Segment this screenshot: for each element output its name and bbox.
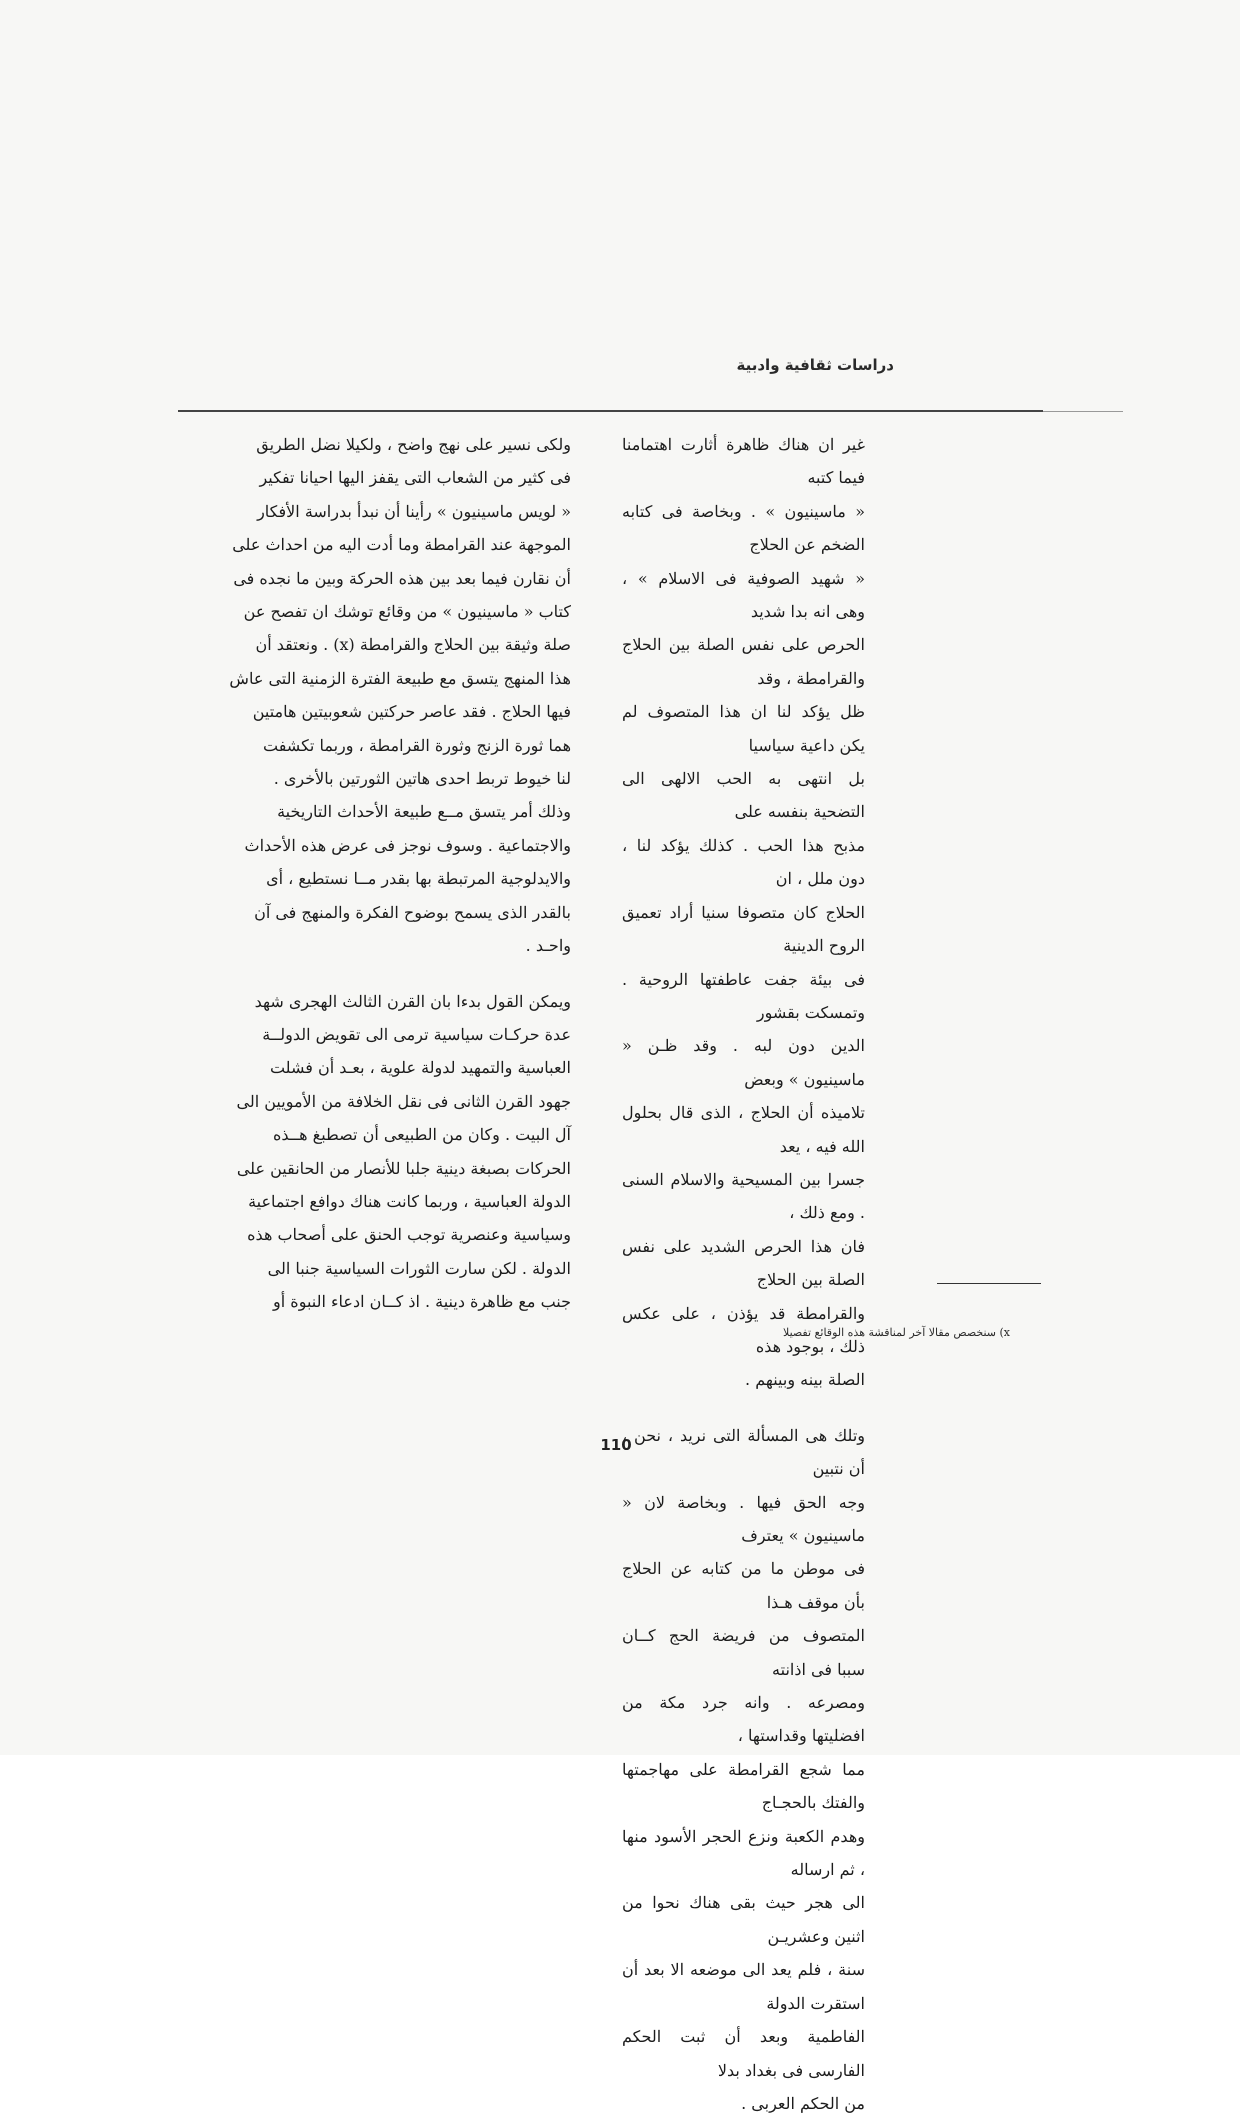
- paragraph: وتلك هى المسألة التى نريد ، نحن ، أن نتبين وجه الحق فيها . وبخاصة لان « ماسينيون » يعترف فى موطن ما من كتابه عن الحلاج بأن موقف هـذا المتصوف من فريضة الحج كــان سببا فى اذانته ومصرعه . وانه جرد مكة من افضليتها وقداستها ، مما شجع القرامطة على مهاجمتها والفتك بالحجـاج وهدم الكعبة ونزع الحجر الأسود منها ، ثم ارساله الى هجر حيث بقى هناك نحوا من اثنين وعشريـن سنة ، فلم يعد الى موضعه الا بعد أن استقرت الدولة الفاطمية وبعد أن ثبت الحكم الفارسى فى بغداد بدلا من الحكم العربى .: [622, 1425, 865, 2113]
- page-number: 110: [600, 1436, 632, 1454]
- paragraph: ولكى نسير على نهج واضح ، ولكيلا نضل الطريق فى كثير من الشعاب التى يقفز اليها احيانا تفكير « لويس ماسينيون » رأينا أن نبدأ بدراسة الأفكار الموجهة عند القرامطة وما أدت اليه من احداث على أن نقارن فيما بعد بين هذه الحركة وبين ما نجده فى كتاب « ماسينيون » من وقائع توشك ان تفصح عن صلة وثيقة بين الحلاج والقرامطة (x) . ونعتقد أن هذا المنهج يتسق مع طبيعة الفترة الزمنية التى عاش فيها الحلاج . فقد عاصر حركتين شعوبيتين هامتين هما ثورة الزنج وثورة القرامطة ، وربما تكشفت لنا خيوط تربط احدى هاتين الثورتين بالأخرى . وذلك أمر يتسق مــع طبيعة الأحداث التاريخية والاجتماعية . وسوف نوجز فى عرض هذه الأحداث والايدلوجية المرتبطة بها بقدر مــا نستطيع ، أى بالقدر الذى يسمح بوضوح الفكرة والمنهج فى آن واحـد .: [229, 435, 571, 956]
- paragraph: غير ان هناك ظاهرة أثارت اهتمامنا فيما كتبه « ماسينيون » . وبخاصة فى كتابه الضخم عن الحلاج « شهيد الصوفية فى الاسلام » ، وهى انه بدا شديد الحرص على نفس الصلة بين الحلاج والقرامطة ، وقد ظل يؤكد لنا ان هذا المتصوف لم يكن داعية سياسيا بل انتهى به الحب الالهى الى التضحية بنفسه على مذبح هذا الحب . كذلك يؤكد لنا ، دون ملل ، ان الحلاج كان متصوفا سنيا أراد تعميق الروح الدينية فى بيئة جفت عاطفتها الروحية . وتمسكت بقشور الدين دون لبه . وقد ظـن « ماسينيون » وبعض تلاميذه أن الحلاج ، الذى قال بحلول الله فيه ، يعد جسرا بين المسيحية والاسلام السنى . ومع ذلك ، فان هذا الحرص الشديد على نفس الصلة بين الحلاج والقرامطة قد يؤذن ، على عكس ذلك ، بوجود هذه الصلة بينه وبينهم .: [622, 435, 865, 1390]
- footnote-rule: [937, 1283, 1041, 1284]
- header-rule-extension: [1043, 411, 1123, 412]
- footnote: x) سنخصص مقالا آخر لمناقشة هذه الوقائع تفصيلا: [783, 1326, 1010, 1339]
- paragraph: ويمكن القول بدءا بان القرن الثالث الهجرى شهد عدة حركـات سياسية ترمى الى تقويض الدولــة العباسية والتمهيد لدولة علوية ، بعـد أن فشلت جهود القرن الثانى فى نقل الخلافة من الأمويين الى آل البيت . وكان من الطبيعى أن تصطبغ هــذه الحركات بصبغة دينية جلبا للأنصار من الحانقين على الدولة العباسية ، وربما كانت هناك دوافع اجتماعية وسياسية وعنصرية توجب الحنق على أصحاب هذه الدولة . لكن سارت الثورات السياسية جنبا الى جنب مع ظاهرة دينية . اذ كــان ادعاء النبوة أو: [236, 991, 571, 1312]
- right-column: [622, 428, 865, 2120]
- left-column: [177, 428, 571, 1319]
- header-rule: [178, 410, 1043, 412]
- running-header: دراسات ثقافية وادبية: [736, 356, 894, 374]
